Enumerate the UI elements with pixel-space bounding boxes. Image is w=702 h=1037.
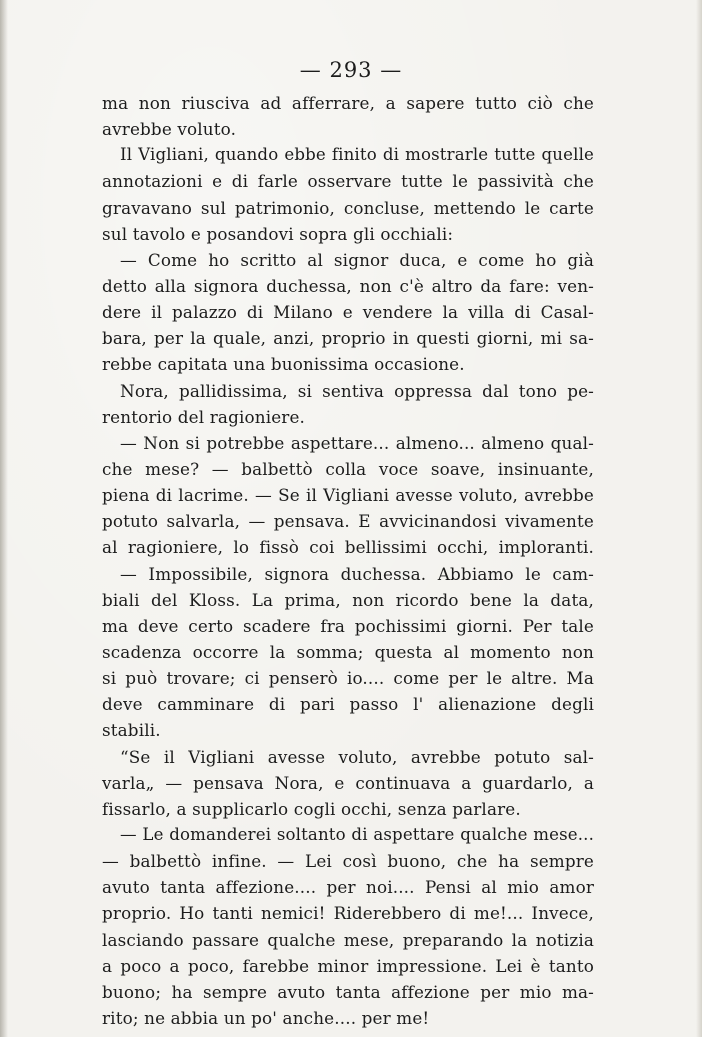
text-line: stabili. [102, 720, 161, 741]
text-line: al ragioniere, lo fissò coi bellissimi occhi, imploranti. [102, 537, 594, 558]
text-line: — balbettò infine. — Lei così buono, che ha sempre [102, 851, 594, 872]
text-line: annotazioni e di farle osservare tutte le passività che [102, 171, 594, 192]
text-line: rentorio del ragioniere. [102, 406, 306, 427]
text-line: gravavano sul patrimonio, concluse, mettendo le carte [102, 197, 594, 218]
page-right-edge [696, 0, 702, 1037]
text-line: lasciando passare qualche mese, preparando la notizia [102, 929, 594, 950]
text-line: proprio. Ho tanti nemici! Riderebbero di me!... Invece, [102, 903, 594, 924]
text-line: dere il palazzo di Milano e vendere la villa di Casal- [102, 302, 594, 323]
text-line: “Se il Vigliani avesse voluto, avrebbe potuto sal- [120, 746, 594, 767]
body-text [102, 90, 594, 1031]
text-line: — Le domanderei soltanto di aspettare qualche mese... [120, 824, 594, 844]
text-line: biali del Kloss. La prima, non ricordo bene la data, [102, 589, 594, 610]
text-line: rebbe capitata una buonissima occasione. [102, 354, 465, 375]
text-line: Nora, pallidissima, si sentiva oppressa dal tono pe- [120, 380, 594, 401]
text-line: piena di lacrime. — Se il Vigliani avesse voluto, avrebbe [102, 485, 594, 506]
text-line: ma non riusciva ad afferrare, a sapere tutto ciò che [102, 93, 594, 113]
text-line: varla„ — pensava Nora, e continuava a guardarlo, a [102, 772, 594, 793]
text-line: si può trovare; ci penserò io.... come per le altre. Ma [102, 668, 594, 689]
text-line: avrebbe voluto. [102, 119, 237, 140]
text-line: deve camminare di pari passo l' alienazione degli [102, 694, 594, 715]
page-number: — 293 — [299, 58, 403, 82]
text-line: detto alla signora duchessa, non c'è altro da fare: ven- [102, 275, 594, 296]
text-line: che mese? — balbettò colla voce soave, insinuante, [102, 458, 594, 479]
text-line: sul tavolo e posandovi sopra gli occhiali: [102, 223, 454, 244]
text-line: fissarlo, a supplicarlo cogli occhi, senza parlare. [102, 798, 521, 819]
text-line: — Come ho scritto al signor duca, e come ho già [120, 249, 594, 270]
text-line: avuto tanta affezione.... per noi.... Pensi al mio amor [102, 877, 594, 898]
text-line: buono; ha sempre avuto tanta affezione per mio ma- [102, 981, 594, 1002]
text-line: rito; ne abbia un po' anche.... per me! [102, 1007, 430, 1028]
text-line: ma deve certo scadere fra pochissimi giorni. Per tale [102, 615, 594, 636]
text-line: — Impossibile, signora duchessa. Abbiamo le cam- [120, 563, 594, 584]
text-line: a poco a poco, farebbe minor impressione. Lei è tanto [102, 955, 594, 976]
page-left-edge [0, 0, 8, 1037]
text-line: — Non si potrebbe aspettare... almeno... almeno qual- [120, 432, 594, 453]
text-line: bara, per la quale, anzi, proprio in questi giorni, mi sa- [102, 328, 594, 349]
text-line: potuto salvarla, — pensava. E avvicinandosi vivamente [102, 511, 594, 532]
text-line: scadenza occorre la somma; questa al momento non [102, 641, 594, 662]
text-line: Il Vigliani, quando ebbe finito di mostrarle tutte quelle [120, 145, 594, 165]
